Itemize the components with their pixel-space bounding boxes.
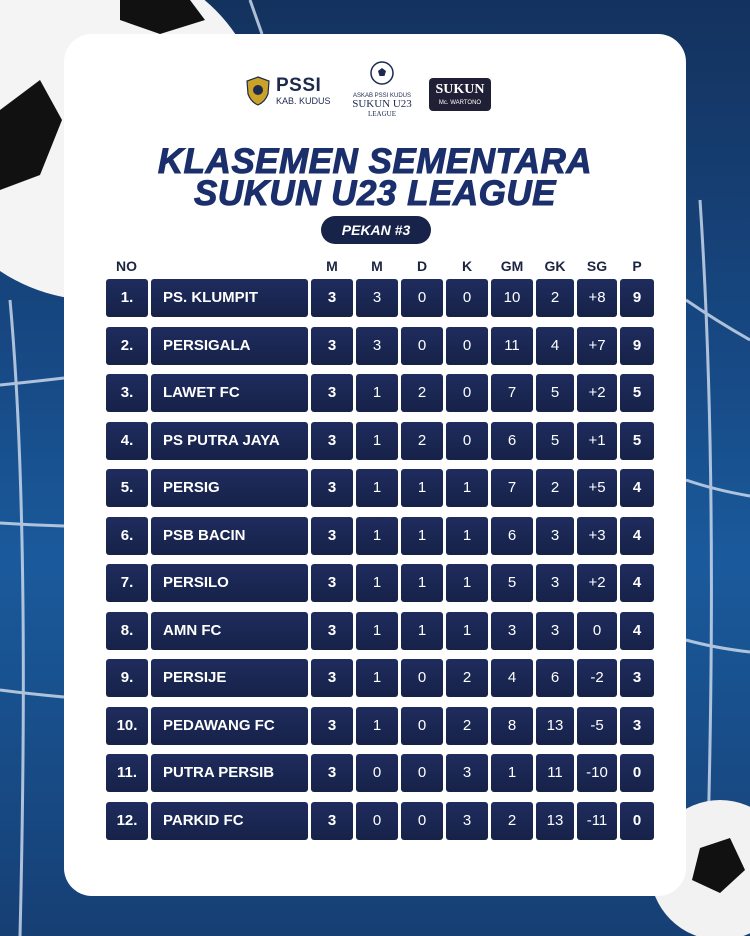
cell-draw: 2 [401, 422, 443, 460]
cell-played: 3 [311, 802, 353, 840]
cell-lost: 0 [446, 422, 488, 460]
title-line-1: KLASEMEN SEMENTARA [157, 142, 593, 181]
cell-goals-for: 11 [491, 327, 533, 365]
cell-no: 9. [106, 659, 148, 697]
cell-goals-for: 3 [491, 612, 533, 650]
cell-played: 3 [311, 327, 353, 365]
cell-lost: 0 [446, 374, 488, 412]
cell-lost: 0 [446, 279, 488, 317]
cell-goals-for: 2 [491, 802, 533, 840]
cell-goal-diff: +7 [577, 327, 617, 365]
sponsor-sub: Mc. WARTONO [438, 100, 482, 106]
cell-no: 5. [106, 469, 148, 507]
cell-won: 1 [356, 564, 398, 602]
cell-goals-against: 6 [536, 659, 574, 697]
cell-won: 0 [356, 754, 398, 792]
cell-goals-for: 7 [491, 374, 533, 412]
cell-goals-for: 7 [491, 469, 533, 507]
cell-no: 4. [106, 422, 148, 460]
cell-goals-against: 11 [536, 754, 574, 792]
cell-won: 1 [356, 517, 398, 555]
cell-goal-diff: -5 [577, 707, 617, 745]
cell-won: 1 [356, 374, 398, 412]
cell-lost: 2 [446, 707, 488, 745]
logos-row [0, 58, 750, 118]
pssi-emblem-icon [246, 76, 270, 106]
cell-draw: 0 [401, 754, 443, 792]
cell-no: 3. [106, 374, 148, 412]
pssi-logo [246, 76, 331, 106]
header-no: NO [116, 258, 137, 274]
cell-goals-for: 10 [491, 279, 533, 317]
cell-draw: 0 [401, 279, 443, 317]
cell-goal-diff: -11 [577, 802, 617, 840]
header-goal-diff: SG [586, 258, 608, 274]
cell-goals-against: 3 [536, 564, 574, 602]
cell-goals-for: 6 [491, 517, 533, 555]
cell-points: 4 [620, 612, 654, 650]
cell-draw: 2 [401, 374, 443, 412]
cell-draw: 1 [401, 517, 443, 555]
cell-team: PERSIGALA [151, 327, 308, 365]
cell-no: 8. [106, 612, 148, 650]
cell-draw: 1 [401, 612, 443, 650]
cell-won: 3 [356, 327, 398, 365]
cell-team: PERSIJE [151, 659, 308, 697]
cell-points: 3 [620, 659, 654, 697]
cell-goal-diff: +3 [577, 517, 617, 555]
cell-no: 7. [106, 564, 148, 602]
cell-goals-against: 5 [536, 374, 574, 412]
cell-lost: 3 [446, 754, 488, 792]
cell-team: PERSIG [151, 469, 308, 507]
header-draw: D [416, 258, 428, 274]
cell-goal-diff: +8 [577, 279, 617, 317]
cell-draw: 0 [401, 802, 443, 840]
cell-goals-against: 2 [536, 469, 574, 507]
cell-team: PEDAWANG FC [151, 707, 308, 745]
cell-goals-against: 2 [536, 279, 574, 317]
league-sub: LEAGUE [368, 110, 396, 118]
cell-played: 3 [311, 564, 353, 602]
cell-points: 9 [620, 327, 654, 365]
cell-points: 0 [620, 754, 654, 792]
cell-points: 4 [620, 564, 654, 602]
league-arc-text: ASKAB PSSI KUDUS [352, 93, 412, 99]
cell-points: 5 [620, 422, 654, 460]
cell-goals-against: 13 [536, 707, 574, 745]
cell-goal-diff: 0 [577, 612, 617, 650]
cell-goal-diff: +5 [577, 469, 617, 507]
cell-played: 3 [311, 659, 353, 697]
cell-won: 1 [356, 469, 398, 507]
cell-played: 3 [311, 707, 353, 745]
league-name: SUKUN U23 [352, 98, 412, 110]
cell-goal-diff: +1 [577, 422, 617, 460]
cell-goals-for: 6 [491, 422, 533, 460]
cell-team: LAWET FC [151, 374, 308, 412]
pssi-sub: KAB. KUDUS [276, 96, 331, 106]
header-won: M [371, 258, 383, 274]
cell-won: 1 [356, 707, 398, 745]
cell-no: 1. [106, 279, 148, 317]
cell-goals-for: 5 [491, 564, 533, 602]
cell-goal-diff: -10 [577, 754, 617, 792]
cell-team: PERSILO [151, 564, 308, 602]
cell-goals-against: 5 [536, 422, 574, 460]
cell-played: 3 [311, 469, 353, 507]
cell-draw: 1 [401, 564, 443, 602]
cell-draw: 0 [401, 659, 443, 697]
cell-played: 3 [311, 279, 353, 317]
cell-no: 2. [106, 327, 148, 365]
cell-draw: 1 [401, 469, 443, 507]
cell-lost: 2 [446, 659, 488, 697]
cell-goals-against: 13 [536, 802, 574, 840]
cell-goals-for: 8 [491, 707, 533, 745]
cell-won: 1 [356, 422, 398, 460]
soccer-ball-icon [369, 60, 395, 86]
cell-team: PS. KLUMPIT [151, 279, 308, 317]
cell-played: 3 [311, 422, 353, 460]
cell-points: 9 [620, 279, 654, 317]
cell-draw: 0 [401, 327, 443, 365]
cell-no: 12. [106, 802, 148, 840]
cell-no: 11. [106, 754, 148, 792]
header-points: P [632, 258, 642, 274]
sponsor-name: SUKUN [435, 82, 485, 97]
cell-goals-for: 1 [491, 754, 533, 792]
cell-played: 3 [311, 612, 353, 650]
cell-team: PS PUTRA JAYA [151, 422, 308, 460]
cell-played: 3 [311, 754, 353, 792]
header-played: M [326, 258, 338, 274]
cell-lost: 0 [446, 327, 488, 365]
cell-won: 0 [356, 802, 398, 840]
cell-goal-diff: -2 [577, 659, 617, 697]
cell-lost: 3 [446, 802, 488, 840]
cell-goal-diff: +2 [577, 564, 617, 602]
cell-points: 3 [620, 707, 654, 745]
header-goals-for: GM [500, 258, 524, 274]
pssi-name: PSSI [276, 75, 322, 96]
cell-team: PARKID FC [151, 802, 308, 840]
sponsor-logo [429, 78, 491, 111]
cell-goals-for: 4 [491, 659, 533, 697]
week-badge: PEKAN #3 [321, 216, 431, 244]
league-logo [349, 60, 415, 118]
cell-played: 3 [311, 374, 353, 412]
cell-points: 4 [620, 517, 654, 555]
cell-no: 6. [106, 517, 148, 555]
cell-lost: 1 [446, 469, 488, 507]
cell-goals-against: 3 [536, 517, 574, 555]
cell-goals-against: 3 [536, 612, 574, 650]
header-goals-against: GK [544, 258, 566, 274]
cell-no: 10. [106, 707, 148, 745]
cell-played: 3 [311, 517, 353, 555]
cell-team: AMN FC [151, 612, 308, 650]
cell-team: PUTRA PERSIB [151, 754, 308, 792]
cell-lost: 1 [446, 612, 488, 650]
cell-lost: 1 [446, 517, 488, 555]
cell-goals-against: 4 [536, 327, 574, 365]
cell-won: 3 [356, 279, 398, 317]
cell-won: 1 [356, 612, 398, 650]
title-line-2: SUKUN U23 LEAGUE [194, 174, 556, 213]
cell-points: 0 [620, 802, 654, 840]
cell-lost: 1 [446, 564, 488, 602]
cell-points: 4 [620, 469, 654, 507]
cell-points: 5 [620, 374, 654, 412]
cell-draw: 0 [401, 707, 443, 745]
cell-won: 1 [356, 659, 398, 697]
cell-goal-diff: +2 [577, 374, 617, 412]
cell-team: PSB BACIN [151, 517, 308, 555]
header-lost: K [461, 258, 473, 274]
